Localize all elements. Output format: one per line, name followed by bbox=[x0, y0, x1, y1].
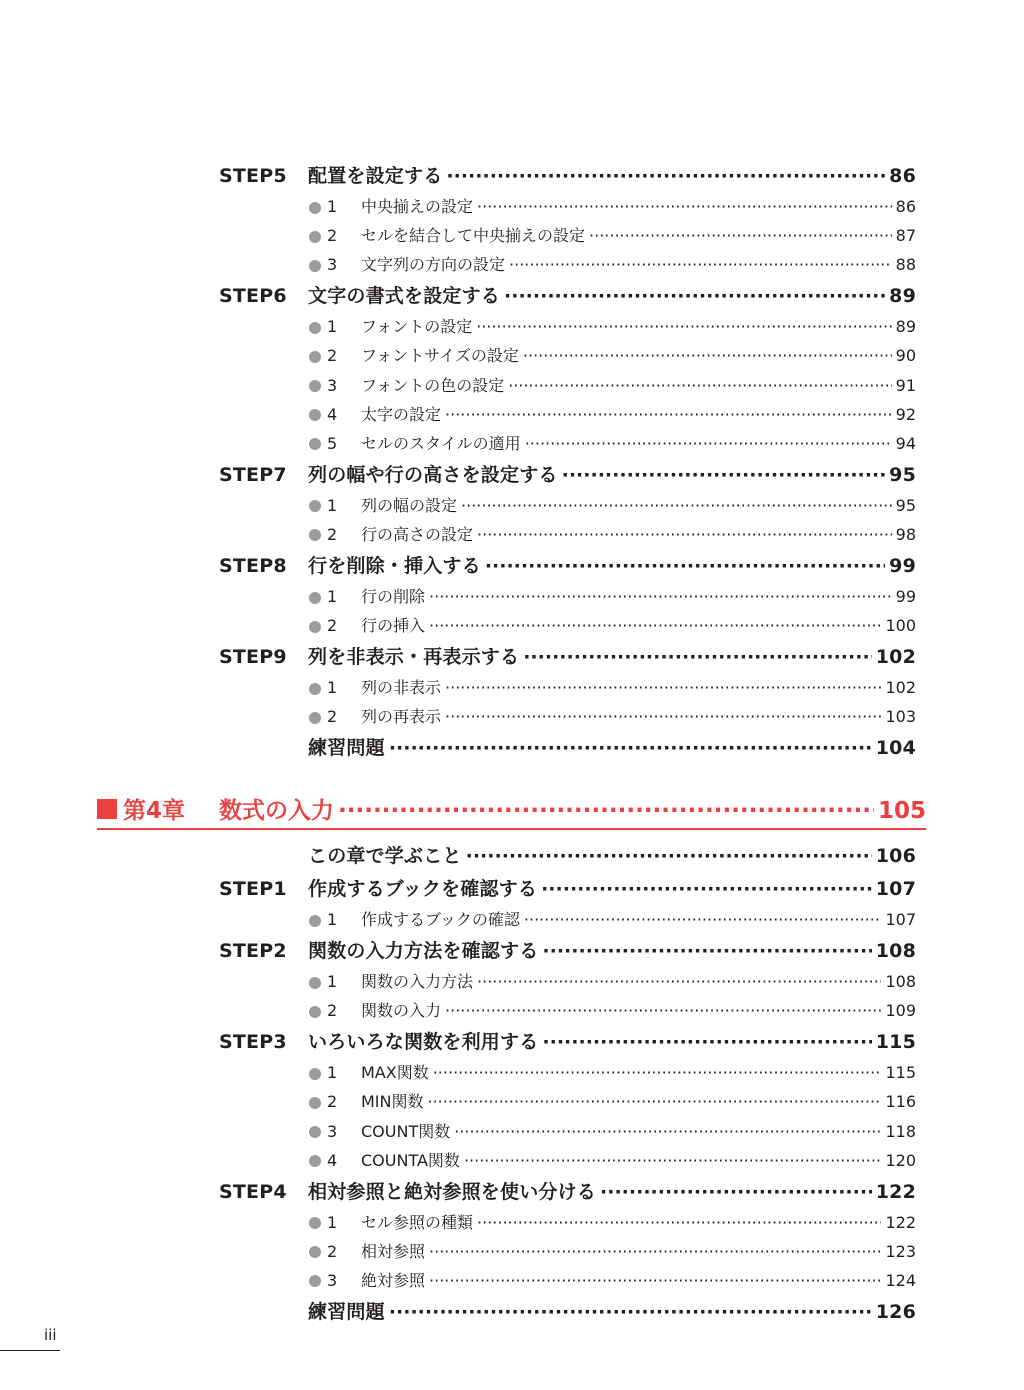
dot-leader bbox=[445, 707, 881, 726]
step-label: STEP3 bbox=[219, 1031, 287, 1054]
item-page: 99 bbox=[895, 587, 916, 606]
bullet-icon bbox=[309, 1275, 321, 1287]
bullet-icon bbox=[309, 1126, 321, 1138]
dot-leader bbox=[477, 1213, 881, 1232]
bullet-icon bbox=[309, 529, 321, 541]
step-label: STEP1 bbox=[219, 878, 287, 900]
toc-item-row bbox=[309, 969, 916, 996]
dot-leader bbox=[525, 434, 892, 453]
item-title: 列の非表示 bbox=[361, 678, 442, 698]
item-title: 作成するブックの確認 bbox=[361, 910, 520, 929]
bullet-icon bbox=[309, 712, 321, 724]
step-label: STEP5 bbox=[219, 165, 287, 187]
step-label: STEP9 bbox=[219, 646, 287, 669]
bullet-icon bbox=[309, 915, 321, 927]
item-page: 103 bbox=[885, 707, 916, 727]
dot-leader bbox=[454, 1122, 881, 1141]
toc-item-row bbox=[309, 493, 916, 520]
item-number: 1 bbox=[327, 972, 338, 992]
item-page: 98 bbox=[895, 524, 916, 544]
item-page: 87 bbox=[895, 226, 916, 246]
toc-step-row bbox=[219, 1177, 916, 1207]
step-title: 行を削除・挿入する bbox=[308, 555, 481, 577]
dot-leader bbox=[477, 525, 892, 544]
step-page: 106 bbox=[875, 845, 916, 867]
toc-item-row bbox=[309, 431, 916, 458]
step-page: 104 bbox=[875, 737, 916, 760]
item-number: 4 bbox=[327, 1150, 338, 1170]
item-page: 115 bbox=[885, 1063, 916, 1083]
item-title: 文字列の方向の設定 bbox=[361, 255, 506, 275]
item-number: 2 bbox=[327, 226, 338, 246]
item-number: 2 bbox=[327, 1241, 338, 1261]
item-number: 1 bbox=[327, 1212, 338, 1232]
item-title: 関数の入力 bbox=[361, 1001, 442, 1021]
item-number: 2 bbox=[327, 1092, 338, 1112]
item-number: 1 bbox=[327, 678, 338, 698]
bullet-icon bbox=[309, 683, 321, 695]
dot-leader bbox=[541, 878, 872, 900]
toc-step-row bbox=[219, 936, 916, 966]
step-title: 作成するブックを確認する bbox=[308, 878, 538, 900]
item-number: 2 bbox=[327, 707, 338, 727]
item-number: 1 bbox=[327, 1063, 338, 1083]
step-title: 列の幅や行の高さを設定する bbox=[308, 463, 558, 486]
item-page: 95 bbox=[895, 495, 916, 515]
toc-item-row bbox=[309, 704, 916, 731]
item-title: MAX関数 bbox=[361, 1063, 429, 1083]
dot-leader bbox=[464, 1151, 882, 1170]
chapter-underline bbox=[97, 828, 926, 830]
dot-leader bbox=[445, 405, 892, 424]
dot-leader bbox=[429, 1242, 881, 1261]
dot-leader bbox=[429, 587, 892, 606]
bullet-icon bbox=[309, 592, 321, 604]
step-page: 115 bbox=[875, 1031, 916, 1054]
step-title: この章で学ぶこと bbox=[308, 845, 462, 867]
bullet-icon bbox=[309, 1246, 321, 1258]
toc-item-row bbox=[309, 907, 916, 934]
toc-item-row bbox=[309, 1089, 916, 1116]
chapter-title: 数式の入力 bbox=[219, 798, 334, 824]
toc-step-row bbox=[219, 642, 916, 672]
bullet-icon bbox=[309, 1217, 321, 1229]
item-page: 108 bbox=[885, 972, 916, 992]
item-number: 2 bbox=[327, 1001, 338, 1021]
item-page: 118 bbox=[885, 1121, 916, 1141]
item-number: 3 bbox=[327, 375, 338, 395]
toc-item-row bbox=[309, 314, 916, 341]
toc-item-row bbox=[309, 675, 916, 702]
item-title: 行の削除 bbox=[361, 587, 426, 606]
step-title: 練習問題 bbox=[308, 1301, 385, 1323]
step-title: 配置を設定する bbox=[308, 165, 443, 187]
item-page: 120 bbox=[885, 1150, 916, 1170]
item-title: 列の幅の設定 bbox=[361, 495, 458, 515]
bullet-icon bbox=[309, 202, 321, 214]
dot-leader bbox=[562, 464, 886, 486]
dot-leader bbox=[466, 845, 872, 867]
step-label: STEP7 bbox=[219, 463, 287, 486]
item-page: 100 bbox=[885, 616, 916, 636]
bullet-icon bbox=[309, 380, 321, 392]
item-title: セルを結合して中央揃えの設定 bbox=[361, 226, 586, 246]
step-title: 列を非表示・再表示する bbox=[308, 646, 520, 669]
bullet-icon bbox=[309, 977, 321, 989]
item-title: 太字の設定 bbox=[361, 404, 442, 424]
toc-step-row bbox=[219, 161, 916, 191]
toc-step-row bbox=[219, 1297, 916, 1327]
dot-leader bbox=[389, 1301, 872, 1323]
bullet-icon bbox=[309, 1006, 321, 1018]
toc-step-row bbox=[219, 841, 916, 871]
toc-step-row bbox=[219, 460, 916, 490]
toc-item-row bbox=[309, 613, 916, 640]
step-page: 108 bbox=[875, 940, 916, 963]
toc-item-row bbox=[309, 194, 916, 221]
item-title: 行の挿入 bbox=[361, 616, 426, 636]
item-page: 92 bbox=[895, 404, 916, 424]
item-page: 122 bbox=[885, 1212, 916, 1232]
toc-item-row bbox=[309, 252, 916, 279]
dot-leader bbox=[445, 678, 881, 697]
dot-leader bbox=[445, 1001, 881, 1020]
chapter-page: 105 bbox=[877, 798, 926, 824]
step-page: 107 bbox=[875, 878, 916, 900]
item-number: 2 bbox=[327, 346, 338, 366]
toc-step-row bbox=[219, 551, 916, 581]
dot-leader bbox=[476, 317, 891, 336]
item-title: フォントの色の設定 bbox=[361, 375, 505, 395]
item-page: 94 bbox=[895, 433, 916, 453]
dot-leader bbox=[338, 798, 874, 824]
step-page: 122 bbox=[875, 1180, 916, 1203]
dot-leader bbox=[523, 346, 892, 365]
item-number: 3 bbox=[327, 1121, 338, 1141]
dot-leader bbox=[509, 255, 892, 274]
bullet-icon bbox=[309, 1068, 321, 1080]
step-title: いろいろな関数を利用する bbox=[308, 1031, 539, 1054]
dot-leader bbox=[428, 1092, 882, 1111]
item-title: セルのスタイルの適用 bbox=[361, 433, 521, 453]
item-page: 90 bbox=[895, 346, 916, 366]
toc-item-row bbox=[309, 584, 916, 611]
bullet-icon bbox=[309, 621, 321, 633]
toc-item-row bbox=[309, 1239, 916, 1266]
toc-item-row bbox=[309, 373, 916, 400]
item-title: COUNT関数 bbox=[361, 1121, 451, 1141]
item-title: フォントサイズの設定 bbox=[361, 346, 519, 366]
item-page: 89 bbox=[895, 317, 916, 337]
toc-step-row bbox=[219, 874, 916, 904]
toc-item-row bbox=[309, 1060, 916, 1087]
item-page: 116 bbox=[885, 1092, 916, 1112]
toc-item-row bbox=[309, 343, 916, 370]
item-number: 5 bbox=[327, 433, 338, 453]
folio-rule bbox=[0, 1350, 60, 1351]
dot-leader bbox=[477, 197, 892, 216]
dot-leader bbox=[389, 737, 872, 759]
toc-step-row bbox=[219, 733, 916, 763]
dot-leader bbox=[524, 910, 882, 929]
bullet-icon bbox=[309, 1155, 321, 1167]
step-page: 95 bbox=[889, 463, 916, 486]
item-number: 1 bbox=[327, 197, 338, 216]
item-page: 86 bbox=[895, 197, 916, 216]
dot-leader bbox=[446, 165, 885, 187]
item-page: 88 bbox=[895, 255, 916, 275]
step-page: 86 bbox=[889, 165, 916, 187]
item-page: 107 bbox=[885, 910, 916, 929]
item-number: 1 bbox=[327, 587, 338, 606]
item-page: 123 bbox=[885, 1241, 916, 1261]
item-title: 相対参照 bbox=[361, 1241, 426, 1261]
toc-step-row bbox=[219, 1027, 916, 1057]
item-title: COUNTA関数 bbox=[361, 1150, 460, 1170]
step-label: STEP8 bbox=[219, 555, 287, 577]
dot-leader bbox=[589, 226, 892, 245]
bullet-icon bbox=[309, 322, 321, 334]
bullet-icon bbox=[309, 351, 321, 363]
dot-leader bbox=[523, 646, 872, 668]
item-title: セル参照の種類 bbox=[361, 1212, 474, 1232]
item-number: 4 bbox=[327, 404, 338, 424]
bullet-icon bbox=[309, 500, 321, 512]
dot-leader bbox=[508, 376, 891, 395]
dot-leader bbox=[542, 1031, 871, 1053]
step-title: 関数の入力方法を確認する bbox=[308, 940, 539, 963]
item-title: 列の再表示 bbox=[361, 707, 442, 727]
step-label: STEP2 bbox=[219, 940, 287, 963]
dot-leader bbox=[542, 940, 871, 962]
step-page: 89 bbox=[889, 285, 916, 308]
step-title: 相対参照と絶対参照を使い分ける bbox=[308, 1180, 597, 1203]
item-title: 絶対参照 bbox=[361, 1270, 426, 1290]
step-label: STEP4 bbox=[219, 1180, 287, 1203]
item-title: 行の高さの設定 bbox=[361, 524, 474, 544]
dot-leader bbox=[504, 285, 885, 307]
item-page: 102 bbox=[885, 678, 916, 698]
chapter-heading bbox=[97, 792, 926, 826]
dot-leader bbox=[600, 1181, 872, 1203]
toc-step-row bbox=[219, 281, 916, 311]
dot-leader bbox=[433, 1063, 882, 1082]
toc-item-row bbox=[309, 1210, 916, 1237]
bullet-icon bbox=[309, 260, 321, 272]
bullet-icon bbox=[309, 409, 321, 421]
toc-item-row bbox=[309, 998, 916, 1025]
step-page: 102 bbox=[875, 646, 916, 669]
toc-item-row bbox=[309, 522, 916, 549]
chapter-square-icon bbox=[97, 799, 117, 819]
item-page: 109 bbox=[885, 1001, 916, 1021]
dot-leader bbox=[461, 496, 892, 515]
item-title: フォントの設定 bbox=[361, 317, 473, 337]
toc-item-row bbox=[309, 1119, 916, 1146]
item-number: 1 bbox=[327, 317, 338, 337]
bullet-icon bbox=[309, 1097, 321, 1109]
step-page: 99 bbox=[889, 555, 916, 577]
step-title: 文字の書式を設定する bbox=[308, 285, 501, 308]
item-page: 124 bbox=[885, 1270, 916, 1290]
item-number: 1 bbox=[327, 910, 338, 929]
item-page: 91 bbox=[895, 375, 916, 395]
item-title: 関数の入力方法 bbox=[361, 972, 474, 992]
item-title: 中央揃えの設定 bbox=[361, 197, 474, 216]
toc-item-row bbox=[309, 223, 916, 250]
item-number: 3 bbox=[327, 1270, 338, 1290]
dot-leader bbox=[429, 1271, 881, 1290]
step-page: 126 bbox=[875, 1301, 916, 1323]
toc-item-row bbox=[309, 1148, 916, 1175]
dot-leader bbox=[429, 616, 881, 635]
dot-leader bbox=[477, 972, 881, 991]
step-title: 練習問題 bbox=[308, 737, 385, 760]
toc-item-row bbox=[309, 1268, 916, 1295]
step-label: STEP6 bbox=[219, 285, 287, 308]
dot-leader bbox=[485, 555, 885, 577]
bullet-icon bbox=[309, 231, 321, 243]
page-folio: iii bbox=[44, 1326, 57, 1344]
item-title: MIN関数 bbox=[361, 1092, 424, 1112]
item-number: 1 bbox=[327, 495, 338, 515]
chapter-label: 第4章 bbox=[123, 798, 186, 824]
toc-item-row bbox=[309, 402, 916, 429]
item-number: 3 bbox=[327, 255, 338, 275]
item-number: 2 bbox=[327, 616, 338, 636]
bullet-icon bbox=[309, 438, 321, 450]
item-number: 2 bbox=[327, 524, 338, 544]
